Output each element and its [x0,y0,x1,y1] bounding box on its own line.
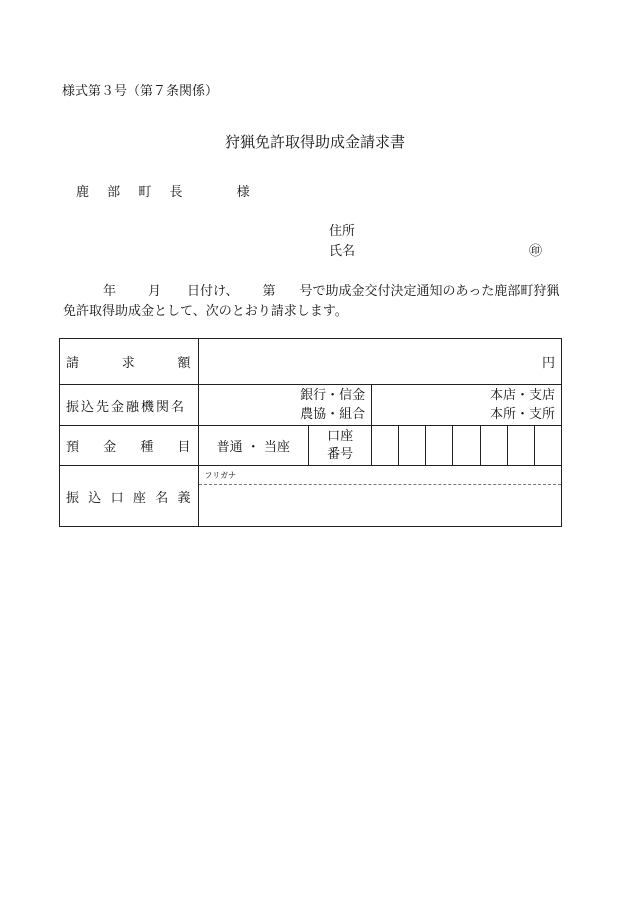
addressee [76,181,250,200]
label-char: 名 [155,490,169,506]
seal-mark: ㊞ [529,244,543,259]
request-table [59,338,562,527]
label-char: 金 [103,440,117,455]
furigana-line [199,466,561,485]
label-char: 種 [140,440,154,455]
statement-text: 号で助成金交付決定通知のあった鹿部町狩猟免許取得助成金として、次のとおり請求します。 [63,284,560,319]
label-char: 目 [177,440,191,455]
bank-type-option: 農協・組合 [300,407,366,422]
label-char: 義 [177,490,191,506]
account-digit-box[interactable] [426,426,453,466]
addressee-char: 町 [138,185,152,200]
amount-label-cell [60,339,199,385]
account-digit-box[interactable] [534,426,561,466]
label-char: 座 [132,490,146,506]
addressee-honorific: 様 [236,185,250,200]
label-char: 込 [88,490,102,506]
deposit-label-cell [60,426,199,466]
deposit-type-options: 普通 ・ 当座 [216,440,290,455]
label-char: 口 [110,490,124,506]
account-holder-name-area[interactable] [199,485,561,525]
amount-field[interactable] [198,339,561,385]
account-label-line: 番号 [327,446,354,462]
addressee-char: 鹿 [76,185,90,200]
account-digit-box[interactable] [480,426,507,466]
label-char: 求 [121,356,135,371]
label-char: 請 [66,356,80,371]
account-digit-box[interactable] [453,426,480,466]
address-label: 住所 [329,224,356,239]
account-number-label [308,426,371,466]
month-label: 月 [148,284,162,299]
label-char: 額 [177,356,191,371]
bank-label-cell [60,385,199,426]
bank-type-option: 銀行・信金 [300,388,366,403]
account-label-line: 口座 [327,428,354,444]
furigana-label: フリガナ [204,471,237,480]
form-number: 様式第３号（第７条関係） [62,84,219,99]
account-digit-box[interactable] [507,426,534,466]
label-char: 振 [66,490,80,506]
bank-name-field[interactable] [198,385,372,426]
account-holder-field[interactable] [198,466,561,527]
account-digit-box[interactable] [372,426,399,466]
addressee-char: 長 [169,185,183,200]
addressee-char: 部 [107,185,121,200]
yen-unit: 円 [541,356,555,371]
deposit-type-field[interactable] [198,426,308,466]
branch-name-field[interactable] [372,385,562,426]
bank-row [60,385,562,426]
branch-type-option: 本店・支店 [489,388,555,403]
branch-type-option: 本所・支所 [489,407,555,422]
deposit-row [60,426,562,466]
name-label: 氏名 [329,244,356,259]
account-holder-label-cell [60,466,199,527]
label-char: 預 [66,440,80,455]
amount-row [60,339,562,385]
account-holder-row [60,466,562,527]
day-label: 日付け、 [187,284,239,299]
year-label: 年 [103,284,117,299]
number-prefix: 第 [262,284,276,299]
account-digit-box[interactable] [399,426,426,466]
request-statement [63,282,569,322]
document-title: 狩猟免許取得助成金請求書 [224,133,405,151]
bank-label: 振込先金融機関名 [66,399,187,415]
